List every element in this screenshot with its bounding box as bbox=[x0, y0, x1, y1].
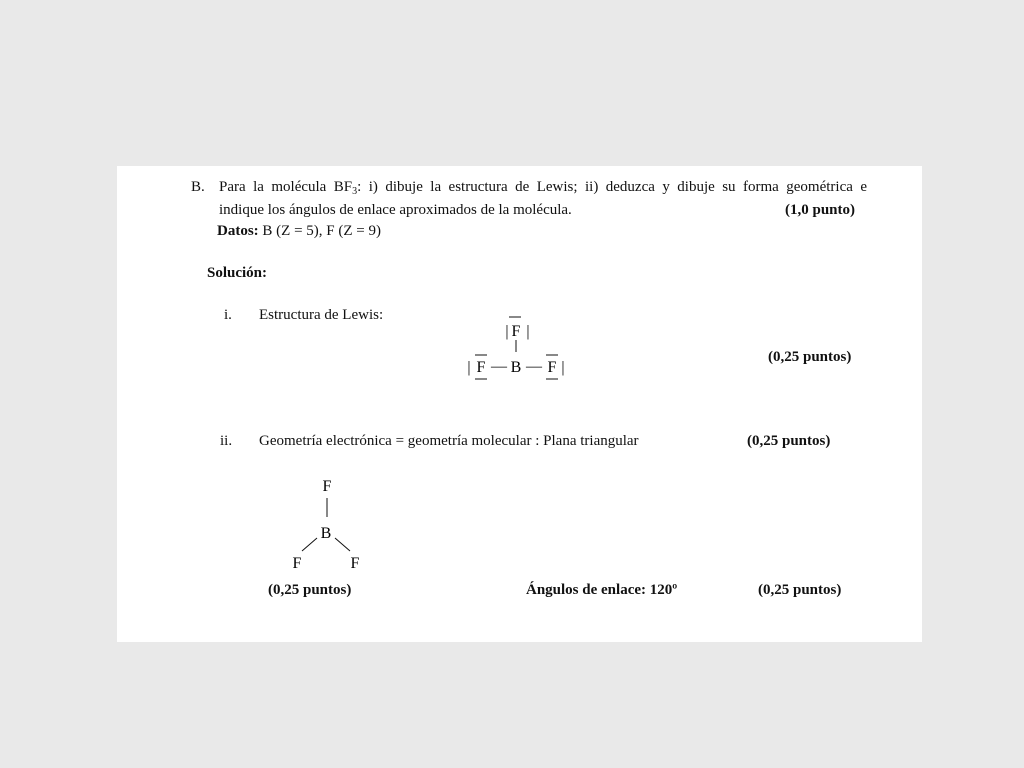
trigonal-planar-geometry bbox=[282, 474, 372, 574]
formula-subscript: 3 bbox=[352, 186, 358, 197]
question-line-2: indique los ángulos de enlace aproximados de la molécula. bbox=[219, 202, 572, 218]
data-label: Datos: bbox=[217, 223, 259, 239]
lone-pair-right-f-right: | bbox=[561, 359, 565, 376]
part-i-points: (0,25 puntos) bbox=[768, 349, 852, 365]
bond-b-right-f: — bbox=[526, 358, 542, 375]
question-letter: B. bbox=[191, 179, 205, 195]
geometry-left-fluorine: F bbox=[292, 555, 302, 572]
data-value: B (Z = 5), F (Z = 9) bbox=[262, 223, 381, 239]
lone-pair-top-f-left: | bbox=[505, 323, 509, 340]
question-line-1-start: Para la molécula BF bbox=[219, 179, 353, 195]
geometry-right-fluorine: F bbox=[350, 555, 360, 572]
question-points: (1,0 punto) bbox=[785, 202, 856, 218]
lewis-top-fluorine: F bbox=[511, 323, 521, 340]
part-i-numeral: i. bbox=[224, 307, 232, 323]
lewis-structure bbox=[457, 304, 577, 384]
bond-b-left-f: — bbox=[491, 358, 507, 375]
question-line-1 bbox=[219, 178, 867, 196]
geometry-top-fluorine: F bbox=[322, 478, 332, 495]
lewis-left-fluorine: F bbox=[476, 359, 486, 376]
question-line-1-end: : i) dibuje la estructura de Lewis; ii) deduzca y dibuje su forma geométrica e bbox=[357, 179, 867, 195]
part-ii-numeral: ii. bbox=[220, 433, 233, 449]
part-ii-points: (0,25 puntos) bbox=[747, 433, 831, 449]
lewis-central-boron: B bbox=[510, 359, 522, 376]
bond-angle-label: Ángulos de enlace: 120º bbox=[526, 582, 678, 598]
geometry-drawing-points: (0,25 puntos) bbox=[268, 582, 352, 598]
part-ii-label: Geometría electrónica = geometría molecular : Plana triangular bbox=[259, 433, 639, 449]
lone-pair-top-f-right: | bbox=[526, 323, 530, 340]
lone-pair-left-f-left: | bbox=[467, 359, 471, 376]
bond-angle-points: (0,25 puntos) bbox=[758, 582, 842, 598]
part-i-label: Estructura de Lewis: bbox=[259, 307, 384, 323]
question-data bbox=[217, 222, 381, 240]
lewis-right-fluorine: F bbox=[547, 359, 557, 376]
geometry-bond-right bbox=[335, 538, 350, 551]
solution-heading: Solución: bbox=[207, 265, 268, 281]
geometry-bond-left bbox=[302, 538, 317, 551]
document-page bbox=[117, 166, 922, 642]
geometry-central-boron: B bbox=[320, 525, 332, 542]
